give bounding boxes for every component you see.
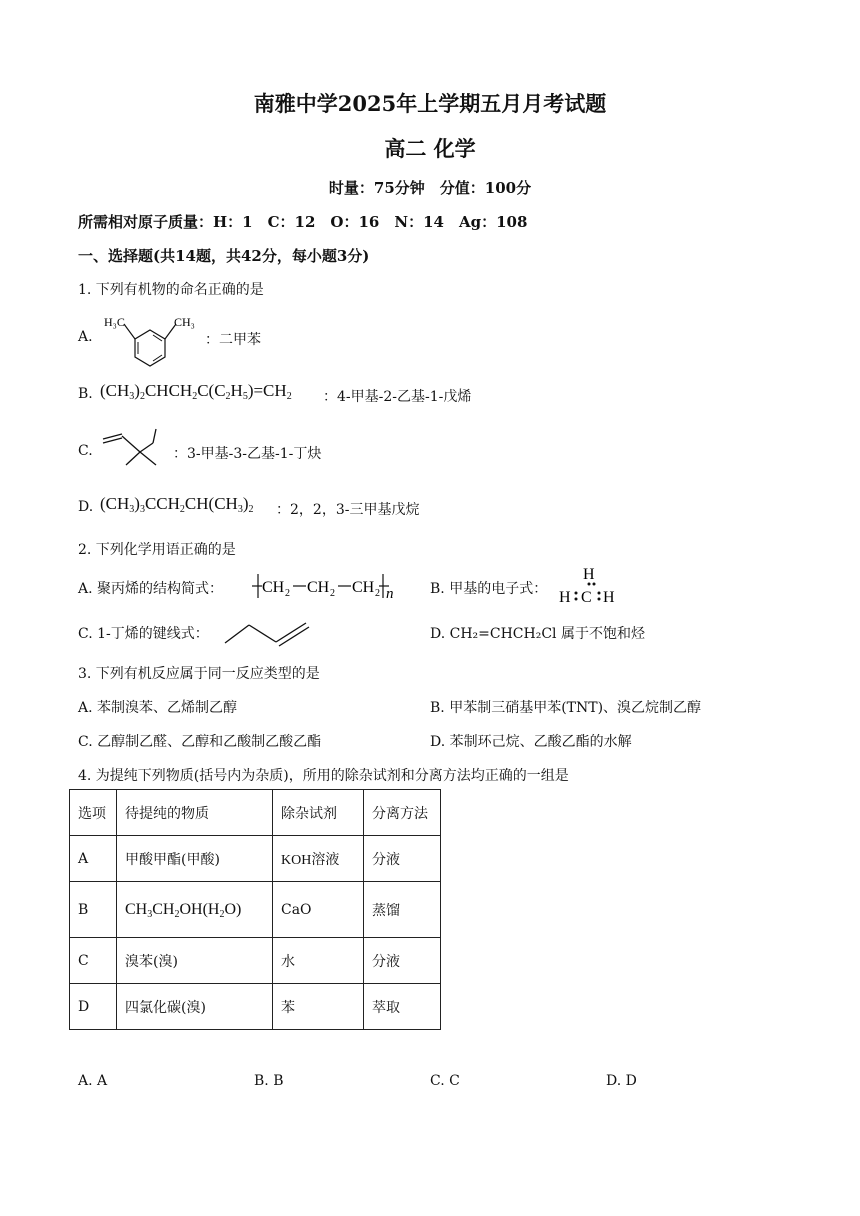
q3-d: D. 苯制环己烷、乙酸乙酯的水解	[430, 734, 632, 750]
svg-text:2: 2	[330, 588, 335, 599]
q2-c-label: C. 1-丁烯的键线式：	[78, 626, 209, 642]
q2-c-1-butene-skeletal	[222, 617, 312, 647]
table-header-cell: 待提纯的物质	[117, 790, 273, 836]
q4-answer-b: B. B	[254, 1073, 284, 1089]
table-cell	[117, 882, 273, 938]
table-cell: 萃取	[364, 984, 441, 1030]
q4-answer-d: D. D	[606, 1073, 637, 1089]
table-header-cell: 除杂试剂	[273, 790, 364, 836]
table-row	[70, 938, 441, 984]
table-cell: A	[70, 836, 117, 882]
time-score: 时量：75分钟 分值：100分	[328, 179, 532, 197]
q3-b: B. 甲苯制三硝基甲苯(TNT)、溴乙烷制乙醇	[430, 700, 702, 716]
table-cell: B	[70, 882, 117, 938]
q2-b-methyl-electron-dot	[556, 564, 626, 608]
q3-c: C. 乙醇制乙醛、乙醇和乙酸制乙酸乙酯	[78, 734, 322, 750]
q1-b-formula: $(CH_3)_2CHCH_2C(C_2H_5)=CH_2$	[100, 381, 292, 402]
q1-stem: 1. 下列有机物的命名正确的是	[78, 282, 264, 298]
svg-text:H: H	[603, 589, 615, 606]
svg-text:2: 2	[285, 588, 290, 599]
q1-b-letter: B.	[78, 386, 93, 402]
q4-answer-a: A. A	[78, 1073, 108, 1089]
table-cell: CaO	[273, 882, 364, 938]
q1-b-name: ：4-甲基-2-乙基-1-戊烯	[323, 389, 472, 405]
q1-c-letter: C.	[78, 443, 93, 459]
q1-a-name: ：二甲苯	[205, 332, 261, 348]
ethanol-water-formula: $CH_3CH_2OH(H_2O)$	[125, 900, 242, 920]
q1-a-h3c-label: H₃C	[104, 315, 125, 329]
svg-text:H: H	[583, 566, 595, 583]
page-title: 南雅中学2025年上学期五月月考试题	[253, 91, 607, 116]
svg-text:CH: CH	[262, 579, 285, 596]
q1-a-ch3-label: CH₃	[174, 315, 195, 329]
table-cell: 分液	[364, 836, 441, 882]
q1-a-meta-xylene-structure	[100, 312, 205, 374]
svg-text:2: 2	[375, 588, 380, 599]
q2-b-label: B. 甲基的电子式：	[430, 581, 548, 597]
svg-text:H: H	[559, 589, 571, 606]
q1-c-name: ：3-甲基-3-乙基-1-丁炔	[173, 446, 322, 462]
q1-d-formula: $(CH_3)_3CCH_2CH(CH_3)_2$	[100, 494, 254, 515]
table-cell: 蒸馏	[364, 882, 441, 938]
q2-a-polypropylene-formula	[250, 568, 400, 604]
q1-c-skeletal-structure	[100, 425, 170, 477]
table-cell: 苯	[273, 984, 364, 1030]
q3-a: A. 苯制溴苯、乙烯制乙醇	[78, 700, 238, 716]
table-row	[70, 984, 441, 1030]
q2-a-label: A. 聚丙烯的结构简式：	[78, 581, 224, 597]
table-cell: 溴苯(溴)	[117, 938, 273, 984]
q3-stem: 3. 下列有机反应属于同一反应类型的是	[78, 666, 320, 682]
svg-text:CH: CH	[352, 579, 375, 596]
table-cell: D	[70, 984, 117, 1030]
q1-a-letter: A.	[78, 329, 93, 345]
q4-answer-c: C. C	[430, 1073, 460, 1089]
table-row	[70, 836, 441, 882]
table-cell: C	[70, 938, 117, 984]
q1-d-name: ：2，2，3-三甲基戊烷	[276, 502, 420, 518]
page-subtitle: 高二 化学	[384, 136, 476, 161]
table-cell: 甲酸甲酯(甲酸)	[117, 836, 273, 882]
q1-d-letter: D.	[78, 499, 94, 515]
q2-stem: 2. 下列化学用语正确的是	[78, 542, 236, 558]
table-cell: 水	[273, 938, 364, 984]
q4-stem: 4. 为提纯下列物质(括号内为杂质)，所用的除杂试剂和分离方法均正确的一组是	[78, 768, 569, 784]
table-cell: 四氯化碳(溴)	[117, 984, 273, 1030]
section-heading: 一、选择题(共14题，共42分，每小题3分)	[78, 247, 370, 265]
table-row	[70, 790, 441, 836]
table-header-cell: 分离方法	[364, 790, 441, 836]
table-header-cell: 选项	[70, 790, 117, 836]
q2-d-label: D. CH₂=CHCH₂Cl 属于不饱和烃	[430, 626, 645, 642]
svg-text:C: C	[581, 589, 592, 606]
svg-text:CH: CH	[307, 579, 330, 596]
atomic-masses: 所需相对原子质量：H：1 C：12 O：16 N：14 Ag：108	[78, 213, 528, 231]
table-cell: 分液	[364, 938, 441, 984]
q4-options-table	[69, 789, 441, 1030]
table-cell: KOH溶液	[273, 836, 364, 882]
table-row	[70, 882, 441, 938]
svg-text:n: n	[386, 586, 394, 602]
